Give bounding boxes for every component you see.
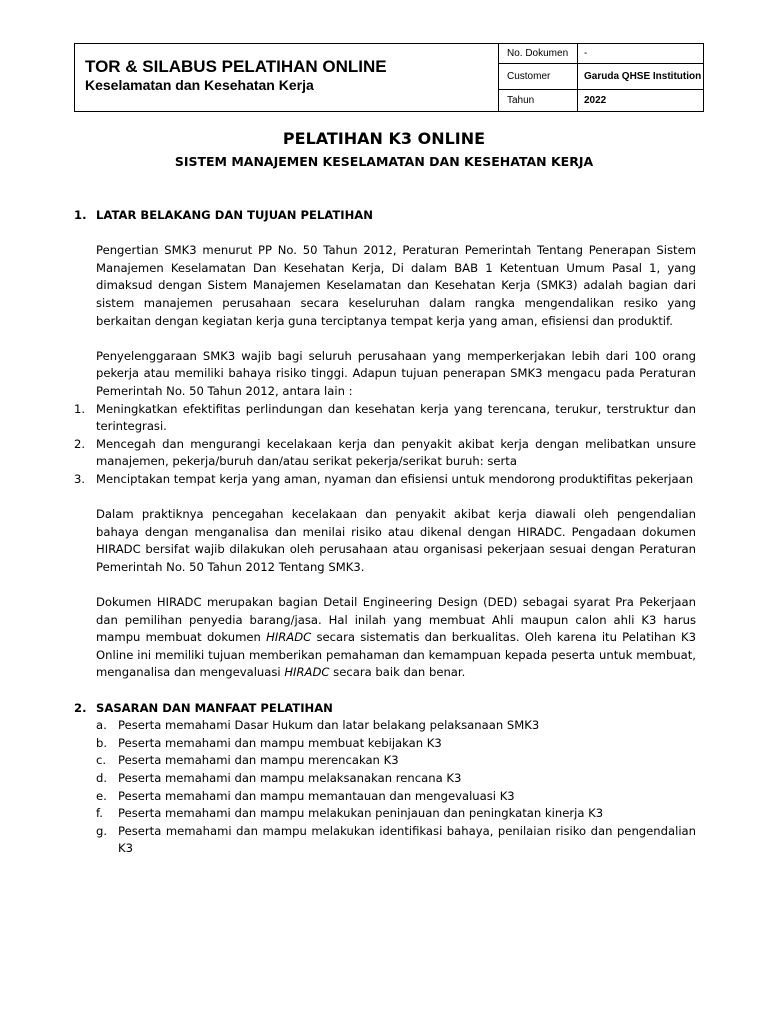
italic-term: HIRADC — [266, 630, 312, 645]
list-text: Meningkatkan efektifitas perlindungan dan kesehatan kerja yang terencana, terukur, terstruktur dan terintegrasi. — [96, 401, 696, 434]
list-text: Peserta memahami dan mampu melakukan peninjauan dan peningkatan kinerja K3 — [118, 806, 604, 821]
objectives-list — [96, 717, 696, 858]
header-meta-cell — [499, 44, 703, 111]
header-title: TOR & SILABUS PELATIHAN ONLINE — [85, 57, 387, 76]
list-text: Menciptakan tempat kerja yang aman, nyaman dan efisiensi untuk mendorong produktifitas pekerjaan — [96, 471, 694, 486]
meta-value: - — [584, 48, 588, 59]
list-marker: d. — [96, 771, 108, 785]
paragraph-smk3-definition: Pengertian SMK3 menurut PP No. 50 Tahun 2012, Peraturan Pemerintah Tentang Penerapan Sistem Manajemen Keselamatan Dan Kesehatan Kerja, Di dalam BAB 1 Ketentuan Umum Pasal 1, yang dimaksud dengan Sistem Manajemen Keselamatan dan Kesehatan Kerja (SMK3) adalah bagian dari sistem manajemen perusahaan secara keseluruhan dalam rangka mengendalikan resiko yang berkaitan dengan kegiatan kerja guna terciptanya tempat kerja yang aman, efisiensi dan produktif. — [96, 243, 696, 328]
list-marker: g. — [96, 823, 108, 838]
section-title: LATAR BELAKANG DAN TUJUAN PELATIHAN — [96, 208, 373, 222]
list-text: Mencegah dan mengurangi kecelakaan kerja dan penyakit akibat kerja dengan melibatkan unsure manajemen, pekerja/buruh dan/atau serikat pekerja/serikat buruh: serta — [96, 436, 696, 469]
meta-label: Tahun — [499, 90, 578, 111]
paragraph-hiradc-document — [96, 594, 696, 682]
list-text: Peserta memahami dan mampu melaksanakan rencana K3 — [118, 771, 462, 785]
meta-row-year — [499, 90, 703, 111]
list-marker: f. — [96, 806, 103, 821]
meta-row-customer — [499, 64, 703, 90]
document-header-table — [74, 43, 704, 112]
header-subtitle: Keselamatan dan Kesehatan Kerja — [85, 77, 314, 93]
section-heading-1 — [74, 207, 696, 225]
text-run: secara sistematis dan berkualitas. Oleh karena itu Pelatihan K3 Online ini memiliki tujuan memberikan pemahaman dan kemampuan kepada peserta untuk membuat, menganalisa dan mengevaluasi — [96, 630, 696, 680]
list-item — [96, 805, 696, 823]
list-item — [74, 471, 696, 489]
list-marker: 2. — [74, 436, 86, 451]
meta-value: Garuda QHSE Institution — [584, 71, 702, 82]
list-marker: 1. — [74, 401, 86, 416]
list-text: Peserta memahami dan mampu merencakan K3 — [118, 753, 399, 768]
list-marker: a. — [96, 718, 107, 733]
list-item — [74, 401, 696, 436]
section-number: 1. — [74, 208, 87, 222]
meta-label: No. Dokumen — [499, 44, 578, 63]
italic-term: HIRADC — [284, 665, 330, 680]
text-run: secara baik dan benar. — [329, 665, 466, 680]
list-text: Peserta memahami dan mampu memantauan dan mengevaluasi K3 — [118, 788, 515, 803]
section-heading-2 — [74, 700, 696, 718]
list-item — [96, 717, 696, 735]
section-number: 2. — [74, 700, 87, 715]
paragraph-hiradc-practice: Dalam praktiknya pencegahan kecelakaan dan penyakit akibat kerja diawali oleh pengendalian bahaya dengan menganalisa dan menilai risiko atau dikenal dengan HIRADC. Pengadaan dokumen HIRADC bersifat wajib dilakukan oleh perusahaan atau organisasi pekerjaan sesuai dengan Peraturan Pemerintah No. 50 Tahun 2012 Tentang SMK3. — [96, 507, 696, 574]
list-item — [96, 770, 696, 788]
meta-row-document-number — [499, 44, 703, 64]
list-item — [96, 752, 696, 770]
list-item — [96, 823, 696, 858]
list-marker: c. — [96, 753, 107, 768]
list-marker: 3. — [74, 471, 86, 486]
list-text: Peserta memahami dan mampu membuat kebijakan K3 — [118, 735, 442, 750]
paragraph-smk3-obligation: Penyelenggaraan SMK3 wajib bagi seluruh perusahaan yang memperkerjakan lebih dari 100 orang pekerja atau memiliki bahaya risiko tinggi. Adapun tujuan penerapan SMK3 mengacu pada Peraturan Pemerintah No. 50 Tahun 2012, antara lain : — [96, 348, 696, 398]
document-subtitle: SISTEM MANAJEMEN KESELAMATAN DAN KESEHATAN KERJA — [174, 154, 594, 169]
meta-value: 2022 — [584, 95, 607, 106]
header-title-cell — [75, 44, 499, 111]
list-item — [74, 436, 696, 471]
meta-label: Customer — [499, 64, 578, 89]
list-text: Peserta memahami dan mampu melakukan identifikasi bahaya, penilaian risiko dan pengendalian K3 — [118, 823, 696, 856]
list-marker: e. — [96, 788, 107, 803]
document-title: PELATIHAN K3 ONLINE — [282, 129, 486, 148]
list-text: Peserta memahami Dasar Hukum dan latar belakang pelaksanaan SMK3 — [118, 718, 540, 733]
document-body — [74, 207, 696, 858]
list-item — [96, 788, 696, 806]
section-title: SASARAN DAN MANFAAT PELATIHAN — [96, 700, 333, 715]
list-item — [96, 735, 696, 753]
list-marker: b. — [96, 735, 108, 750]
goals-list — [74, 401, 696, 489]
text-run: Dokumen HIRADC merupakan bagian Detail Engineering Design (DED) sebagai syarat Pra Pekerjaan dan pemilihan penyedia barang/jasa. Hal inilah yang membuat Ahli maupun calon ahli K3 harus mampu membuat dokumen — [96, 595, 696, 645]
